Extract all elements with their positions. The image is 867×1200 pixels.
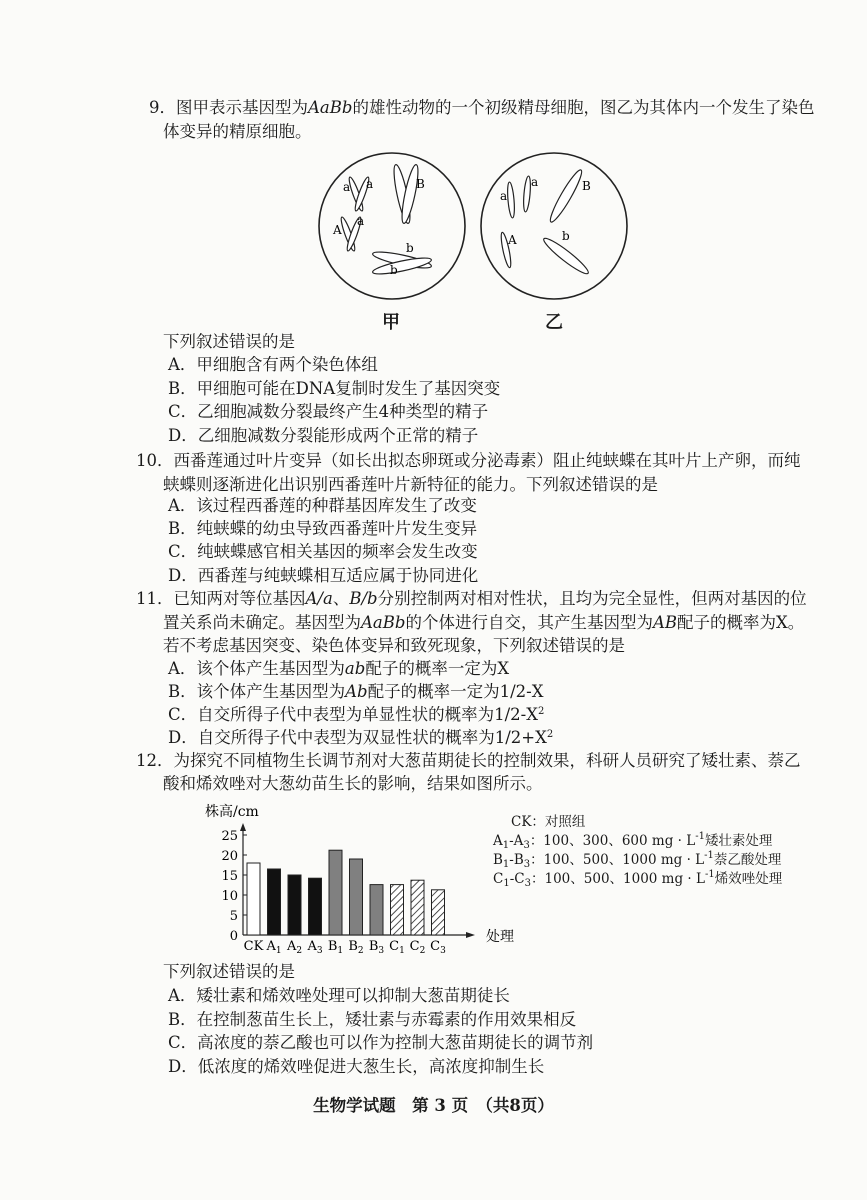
q11-option-c: C．自交所得子代中表型为单显性状的概率为$1/2-X^2$	[168, 705, 545, 724]
bar-1	[268, 869, 281, 935]
cell-yi-diagram	[478, 150, 630, 302]
gene-label-5: B	[416, 177, 425, 191]
bar-5	[350, 859, 363, 935]
q12-option-a: A．矮壮素和烯效唑处理可以抑制大葱苗期徒长	[168, 986, 510, 1005]
bar-6	[370, 885, 383, 935]
x-tick-label-2: $A_2$	[286, 939, 303, 956]
cell-jia-diagram	[316, 150, 468, 302]
q9-stem: 下列叙述错误的是	[163, 332, 295, 351]
y-tick-label-0: 0	[229, 929, 238, 944]
q12-option-b: B．在控制葱苗生长上，矮壮素与赤霉素的作用效果相反	[168, 1010, 577, 1029]
legend-a: $A_1-A_3$：100、300、600 mg · $L^{-1}$矮壮素处理	[493, 831, 773, 851]
bar-chart	[195, 800, 520, 960]
cell-jia-label: 甲	[382, 312, 400, 333]
y-axis-arrow	[240, 823, 246, 831]
x-tick-label-7: $C_1$	[389, 939, 405, 956]
gene-label-7: b	[390, 263, 398, 277]
y-tick-label-1: 5	[229, 909, 238, 924]
q12-option-d: D．低浓度的烯效唑促进大葱生长，高浓度抑制生长	[168, 1057, 545, 1076]
y-tick-label-2: 10	[221, 889, 238, 904]
q9-option-a: A．甲细胞含有两个染色体组	[168, 355, 378, 374]
q10-line1: 10．西番莲通过叶片变异（如长出拟态卵斑或分泌毒素）阻止纯蛱蝶在其叶片上产卵，而纯	[136, 451, 801, 470]
gene-label-yi-3: A	[508, 233, 517, 247]
x-axis-arrow	[466, 932, 475, 938]
gene-label-yi-4: B	[582, 179, 591, 193]
gene-label-yi-2: a	[531, 175, 539, 189]
bar-9	[432, 890, 445, 935]
y-tick-label-3: 15	[221, 869, 238, 884]
y-axis-label: 株高/cm	[205, 804, 259, 820]
gene-label-6: b	[406, 241, 414, 255]
gene-label-3: A	[333, 223, 342, 237]
bar-7	[391, 885, 404, 935]
bar-4	[329, 850, 342, 935]
q9-line2: 体变异的精原细胞。	[163, 122, 312, 141]
q11-option-b: B．该个体产生基因型为Ab配子的概率一定为1/2-X	[168, 682, 544, 701]
q10-option-b: B．纯蛱蝶的幼虫导致西番莲叶片发生变异	[168, 519, 478, 538]
q11-option-d: D．自交所得子代中表型为双显性状的概率为$1/2+X^2$	[168, 728, 554, 747]
q11-line3: 若不考虑基因突变、染色体变异和致死现象，下列叙述错误的是	[163, 636, 625, 655]
x-tick-label-0: CK	[243, 939, 264, 954]
x-tick-label-1: $A_1$	[266, 939, 282, 956]
gene-label-2: a	[366, 177, 374, 191]
q9-option-d: D．乙细胞减数分裂能形成两个正常的精子	[168, 426, 479, 445]
q12-line1: 12．为探究不同植物生长调节剂对大葱苗期徒长的控制效果，科研人员研究了矮壮素、萘乙	[136, 751, 801, 770]
x-tick-label-5: $B_2$	[348, 939, 364, 956]
x-tick-label-8: $C_2$	[409, 939, 426, 956]
x-tick-label-6: $B_3$	[368, 939, 385, 956]
x-tick-label-4: $B_1$	[327, 939, 344, 956]
gene-label-yi-1: a	[500, 189, 508, 203]
q10-option-d: D．西番莲与纯蛱蝶相互适应属于协同进化	[168, 566, 479, 585]
y-tick-label-4: 20	[221, 849, 238, 864]
bar-8	[411, 880, 424, 935]
q9-option-c: C．乙细胞减数分裂最终产生4种类型的精子	[168, 402, 489, 421]
x-tick-label-9: $C_3$	[430, 939, 446, 956]
legend-ck: CK：对照组	[511, 814, 586, 830]
gene-label-yi-5: b	[562, 229, 570, 243]
q12-option-c: C．高浓度的萘乙酸也可以作为控制大葱苗期徒长的调节剂	[168, 1033, 594, 1052]
q9-option-b: B．甲细胞可能在DNA复制时发生了基因突变	[168, 379, 501, 398]
gene-label-1: a	[343, 180, 351, 194]
page-footer: 生物学试题 第 3 页 （共8页）	[313, 1096, 554, 1115]
q11-line1: 11．已知两对等位基因A/a、B/b分别控制两对相对性状，且均为完全显性，但两对基因的位	[136, 589, 807, 608]
gene-label-4: a	[357, 214, 365, 228]
q10-option-a: A．该过程西番莲的种群基因库发生了改变	[168, 496, 477, 515]
bar-3	[309, 878, 322, 935]
cell-yi-label: 乙	[545, 312, 563, 333]
x-tick-label-3: $A_3$	[307, 939, 323, 956]
q9-line1: 9．图甲表示基因型为AaBb的雄性动物的一个初级精母细胞，图乙为其体内一个发生了染色	[149, 98, 815, 117]
q11-line2: 置关系尚未确定。基因型为AaBb的个体进行自交，其产生基因型为AB配子的概率为X。	[163, 613, 805, 632]
q12-line2: 酸和烯效唑对大葱幼苗生长的影响，结果如图所示。	[163, 774, 543, 793]
bar-2	[288, 875, 301, 935]
bar-0	[247, 863, 260, 935]
q10-line2: 蛱蝶则逐渐进化出识别西番莲叶片新特征的能力。下列叙述错误的是	[163, 475, 658, 494]
q11-option-a: A．该个体产生基因型为ab配子的概率一定为X	[168, 659, 510, 678]
y-tick-label-5: 25	[221, 829, 238, 844]
x-axis-label: 处理	[486, 929, 514, 945]
legend-b: $B_1-B_3$：100、500、1000 mg · $L^{-1}$萘乙酸处理	[493, 850, 782, 870]
q12-stem: 下列叙述错误的是	[163, 962, 295, 981]
q10-option-c: C．纯蛱蝶感官相关基因的频率会发生改变	[168, 542, 478, 561]
legend-c: $C_1-C_3$：100、500、1000 mg · $L^{-1}$烯效唑处理	[493, 869, 783, 889]
